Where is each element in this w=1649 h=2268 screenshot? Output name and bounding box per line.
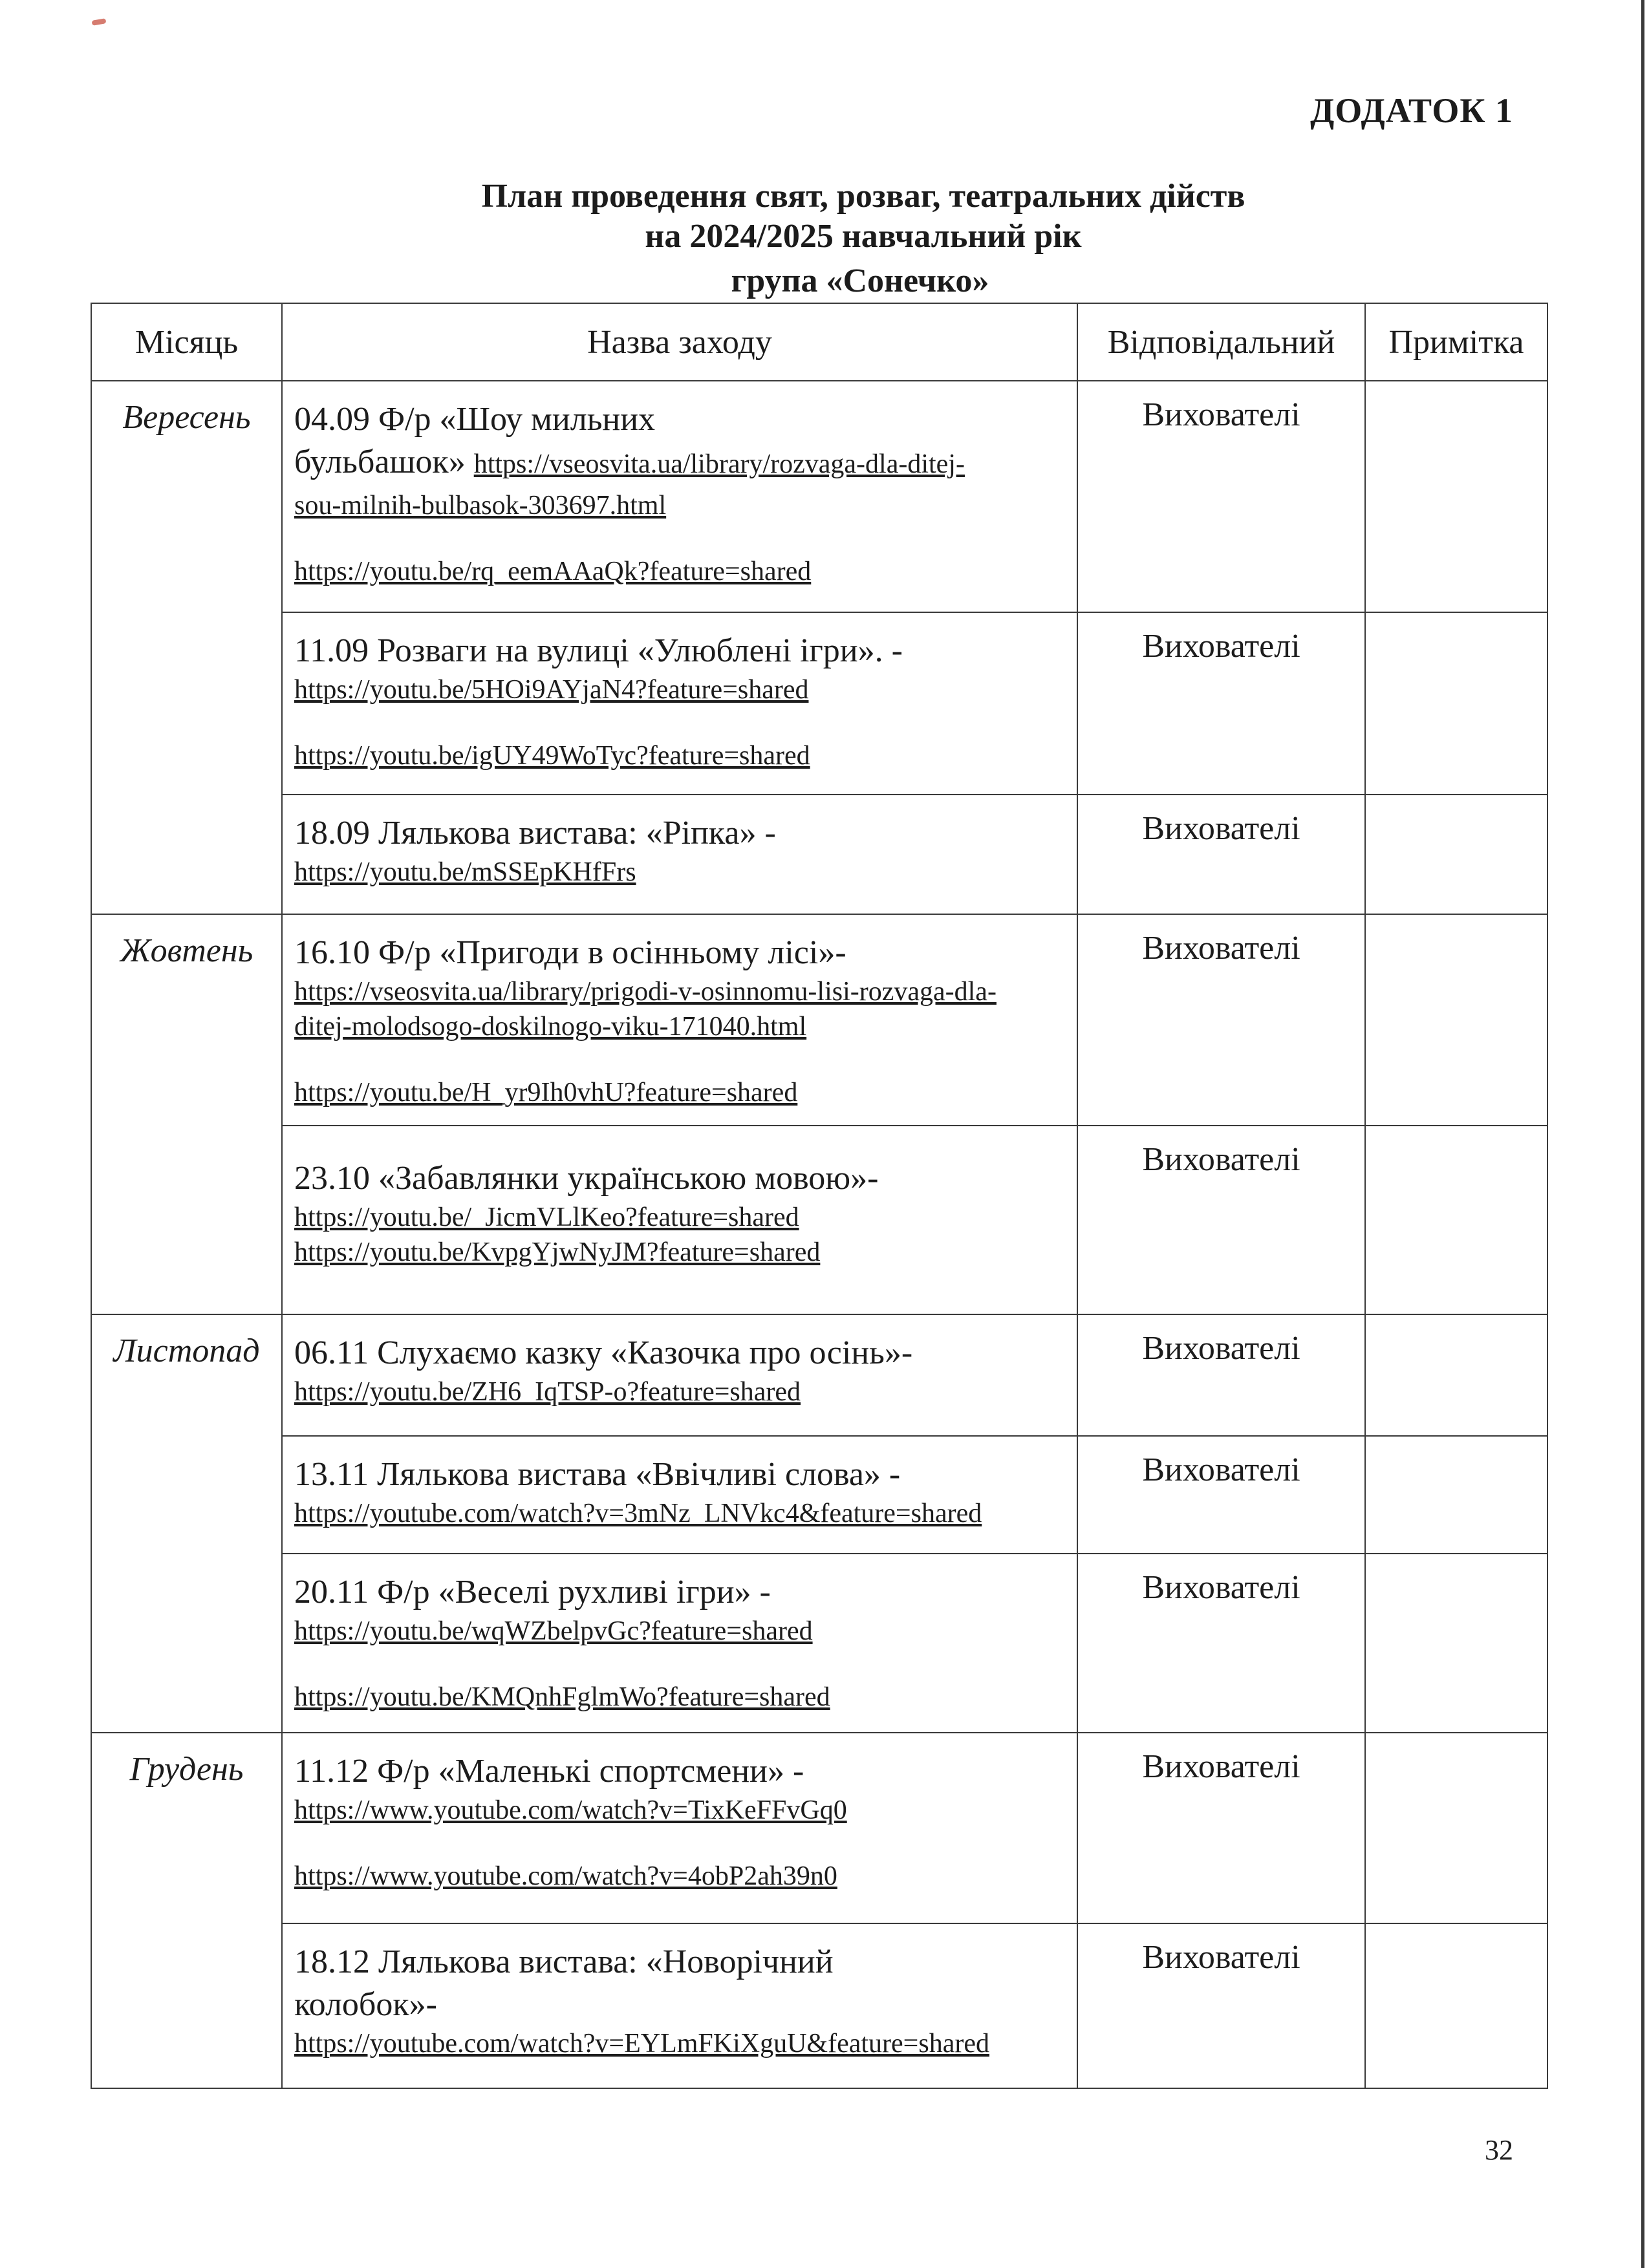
responsible-value: Вихователі <box>1142 1451 1300 1488</box>
table-row <box>91 612 1547 795</box>
header-month: Місяць <box>91 303 282 381</box>
event-link[interactable]: https://www.youtube.com/watch?v=4obP2ah39n0 <box>294 1861 837 1891</box>
event-link[interactable]: https://youtu.be/KvpgYjwNyJM?feature=shared <box>294 1237 821 1267</box>
event-link[interactable]: https://youtu.be/wqWZbelpvGc?feature=shared <box>294 1616 813 1646</box>
event-link-cont[interactable]: ditej-molodsogo-doskilnogo-viku-171040.html <box>294 1012 807 1042</box>
responsible-value: Вихователі <box>1142 810 1300 847</box>
header-event: Назва заходу <box>282 303 1077 381</box>
month-label: Жовтень <box>120 932 253 969</box>
event-link[interactable]: https://youtu.be/ZH6_IqTSP-o?feature=shared <box>294 1377 801 1407</box>
responsible-cell <box>1077 1554 1365 1733</box>
note-cell <box>1365 1126 1547 1314</box>
responsible-value: Вихователі <box>1142 628 1300 665</box>
header-note: Примітка <box>1365 303 1547 381</box>
responsible-value: Вихователі <box>1142 930 1300 967</box>
event-link[interactable]: https://vseosvita.ua/library/rozvaga-dla-ditej- <box>473 449 965 479</box>
event-cell <box>282 1733 1077 1923</box>
event-title: 13.11 Лялькова вистава «Ввічливі слова» - <box>294 1456 901 1493</box>
responsible-cell <box>1077 795 1365 914</box>
note-cell <box>1365 1314 1547 1436</box>
event-link[interactable]: https://youtu.be/igUY49WoTyc?feature=shared <box>294 741 810 771</box>
table-row <box>91 1554 1547 1733</box>
note-cell <box>1365 612 1547 795</box>
scan-speck <box>91 18 106 26</box>
events-plan-table <box>91 303 1548 2089</box>
table-row <box>91 1314 1547 1436</box>
month-cell-november <box>91 1314 282 1733</box>
month-cell-september <box>91 381 282 914</box>
table-row <box>91 381 1547 612</box>
event-cell <box>282 612 1077 795</box>
event-title: 18.12 Лялькова вистава: «Новорічний <box>294 1943 834 1980</box>
document-title-line-3: група «Сонечко» <box>731 262 989 299</box>
note-cell <box>1365 1436 1547 1554</box>
note-cell <box>1365 795 1547 914</box>
scan-edge-line <box>1641 0 1644 2268</box>
header-responsible: Відповідальний <box>1077 303 1365 381</box>
event-title-cont: бульбашок» <box>294 444 466 480</box>
table-row <box>91 1733 1547 1923</box>
note-cell <box>1365 1554 1547 1733</box>
responsible-value: Вихователі <box>1142 1569 1300 1606</box>
note-cell <box>1365 914 1547 1126</box>
event-title: 11.12 Ф/р «Маленькі спортсмени» - <box>294 1753 804 1790</box>
event-cell <box>282 1314 1077 1436</box>
event-cell <box>282 1126 1077 1314</box>
note-cell <box>1365 1923 1547 2088</box>
table-row <box>91 1126 1547 1314</box>
responsible-value: Вихователі <box>1142 1330 1300 1367</box>
table-row <box>91 1436 1547 1554</box>
table-row <box>91 1923 1547 2088</box>
month-label: Вересень <box>122 399 251 436</box>
responsible-cell <box>1077 381 1365 612</box>
event-link[interactable]: https://youtu.be/KMQnhFglmWo?feature=shared <box>294 1682 830 1712</box>
event-title: 06.11 Слухаємо казку «Казочка про осінь»- <box>294 1334 913 1371</box>
event-cell <box>282 1436 1077 1554</box>
document-title-line-2: на 2024/2025 навчальний рік <box>645 218 1082 255</box>
page-number: 32 <box>1485 2134 1513 2166</box>
table-row <box>91 914 1547 1126</box>
responsible-cell <box>1077 914 1365 1126</box>
responsible-cell <box>1077 1923 1365 2088</box>
table-row <box>91 795 1547 914</box>
event-title: 18.09 Лялькова вистава: «Ріпка» - <box>294 815 776 851</box>
event-title: 11.09 Розваги на вулиці «Улюблені ігри». - <box>294 632 903 669</box>
event-link[interactable]: https://youtube.com/watch?v=3mNz_LNVkc4&feature=shared <box>294 1499 982 1528</box>
event-link[interactable]: https://www.youtube.com/watch?v=TixKeFFvGq0 <box>294 1795 847 1825</box>
note-cell <box>1365 381 1547 612</box>
month-label: Грудень <box>129 1751 244 1788</box>
event-cell <box>282 795 1077 914</box>
responsible-value: Вихователі <box>1142 1141 1300 1178</box>
responsible-value: Вихователі <box>1142 396 1300 433</box>
event-title: 23.10 «Забавлянки українською мовою»- <box>294 1160 879 1197</box>
table-header-row <box>91 303 1547 381</box>
event-cell <box>282 381 1077 612</box>
responsible-cell <box>1077 612 1365 795</box>
responsible-cell <box>1077 1126 1365 1314</box>
note-cell <box>1365 1733 1547 1923</box>
responsible-value: Вихователі <box>1142 1939 1300 1976</box>
event-title: 04.09 Ф/р «Шоу мильних <box>294 401 656 438</box>
event-title-cont: колобок»- <box>294 1986 437 2023</box>
month-cell-december <box>91 1733 282 2088</box>
event-cell <box>282 1923 1077 2088</box>
event-title: 16.10 Ф/р «Пригоди в осінньому лісі»- <box>294 934 846 971</box>
event-link[interactable]: https://vseosvita.ua/library/prigodi-v-osinnomu-lisi-rozvaga-dla- <box>294 977 997 1007</box>
event-link[interactable]: https://youtu.be/rq_eemAAaQk?feature=shared <box>294 557 812 586</box>
responsible-value: Вихователі <box>1142 1748 1300 1785</box>
event-link-cont[interactable]: sou-milnih-bulbasok-303697.html <box>294 491 667 520</box>
document-title-line-1: План проведення свят, розваг, театральних дійств <box>481 178 1245 215</box>
event-link[interactable]: https://youtu.be/H_yr9Ih0vhU?feature=shared <box>294 1078 798 1107</box>
responsible-cell <box>1077 1314 1365 1436</box>
event-cell <box>282 914 1077 1126</box>
appendix-label: ДОДАТОК 1 <box>1310 91 1513 130</box>
responsible-cell <box>1077 1733 1365 1923</box>
event-link[interactable]: https://youtu.be/mSSEpKHfFrs <box>294 857 636 887</box>
event-cell <box>282 1554 1077 1733</box>
month-cell-october <box>91 914 282 1314</box>
event-link[interactable]: https://youtu.be/5HOi9AYjaN4?feature=shared <box>294 675 809 705</box>
event-link[interactable]: https://youtu.be/_JicmVLlKeo?feature=shared <box>294 1203 799 1232</box>
event-link[interactable]: https://youtube.com/watch?v=EYLmFKiXguU&feature=shared <box>294 2029 989 2059</box>
event-title: 20.11 Ф/р «Веселі рухливі ігри» - <box>294 1574 771 1610</box>
month-label: Листопад <box>113 1332 260 1369</box>
responsible-cell <box>1077 1436 1365 1554</box>
